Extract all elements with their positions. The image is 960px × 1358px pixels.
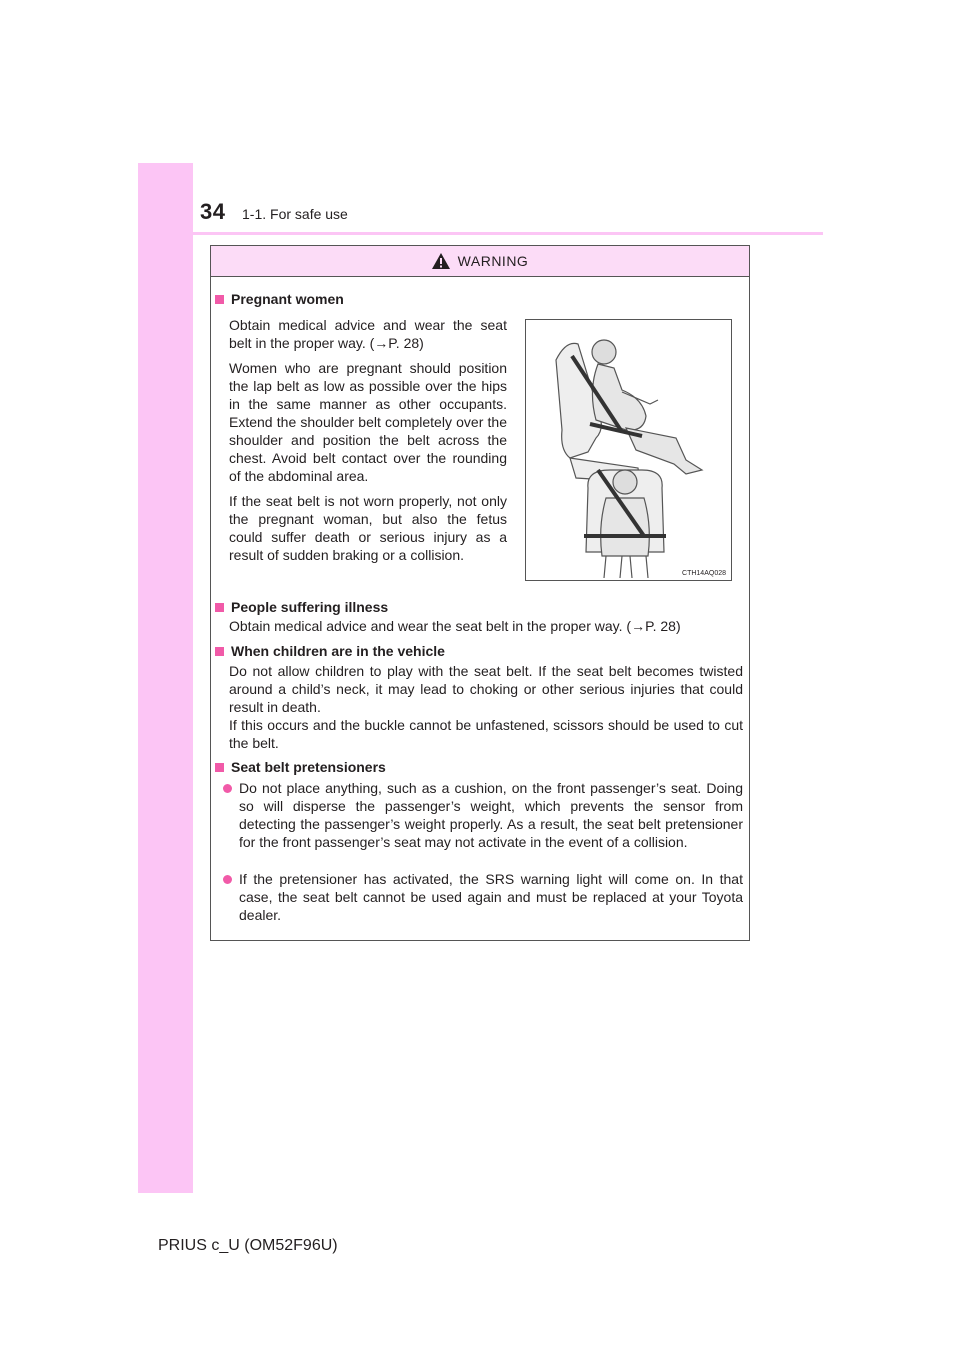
heading-pregnant: Pregnant women [215,290,344,308]
heading-children: When children are in the vehicle [215,642,445,660]
warning-triangle-icon [432,253,450,269]
warning-content [211,276,749,940]
pregnant-para-1: Obtain medical advice and wear the seat belt in the proper way. (→P. 28) [229,317,507,351]
children-para-1: Do not allow children to play with the seat belt. If the seat belt becomes twisted around a child’s neck, it may lead to choking or other serious injuries that could result in death. [229,663,743,715]
section-title: 1-1. For safe use [242,206,348,222]
pregnant-para-3: If the seat belt is not worn properly, not only the pregnant woman, but also the fetus could suffer death or serious injury as a result of sudden braking or a collision. [229,493,507,563]
seated-figure-illustration [526,320,731,580]
figure-code: CTH14AQ028 [682,570,726,577]
side-color-band [138,163,193,1193]
heading-pretensioners: Seat belt pretensioners [215,758,386,776]
pretensioner-bullet-2: If the pretensioner has activated, the SRS warning light will come on. In that case, the seat belt cannot be used again and must be replaced at your Toyota dealer. [239,871,743,923]
square-bullet-icon [215,763,224,772]
square-bullet-icon [215,647,224,656]
warning-header [211,246,749,277]
pregnant-para-2: Women who are pregnant should position the lap belt as low as possible over the hips in the same manner as other occupants. Extend the shoulder belt completely over the shoulder and position the belt across the chest. Avoid belt contact over the rounding of the abdominal area. [229,360,507,484]
round-bullet-icon [223,784,232,793]
square-bullet-icon [215,603,224,612]
illness-para: Obtain medical advice and wear the seat belt in the proper way. (→P. 28) [229,618,681,634]
pretensioner-bullet-1: Do not place anything, such as a cushion, on the front passenger’s seat. Doing so will disperse the passenger’s weight, which prevents the sensor from detecting the passenger’s weight properly. As a result, the seat belt pretensioner for the front passenger’s seat may not activate in the event of a collision. [239,780,743,850]
heading-illness: People suffering illness [215,598,388,616]
page-number: 34 [200,199,226,224]
warning-box [210,245,750,941]
square-bullet-icon [215,295,224,304]
warning-title: WARNING [457,253,529,269]
children-para-2: If this occurs and the buckle cannot be unfastened, scissors should be used to cut the belt. [229,717,743,751]
pregnant-seatbelt-illustration [525,319,732,581]
round-bullet-icon [223,875,232,884]
footer-model: PRIUS c_U (OM52F96U) [158,1237,338,1254]
header-rule [193,232,823,235]
